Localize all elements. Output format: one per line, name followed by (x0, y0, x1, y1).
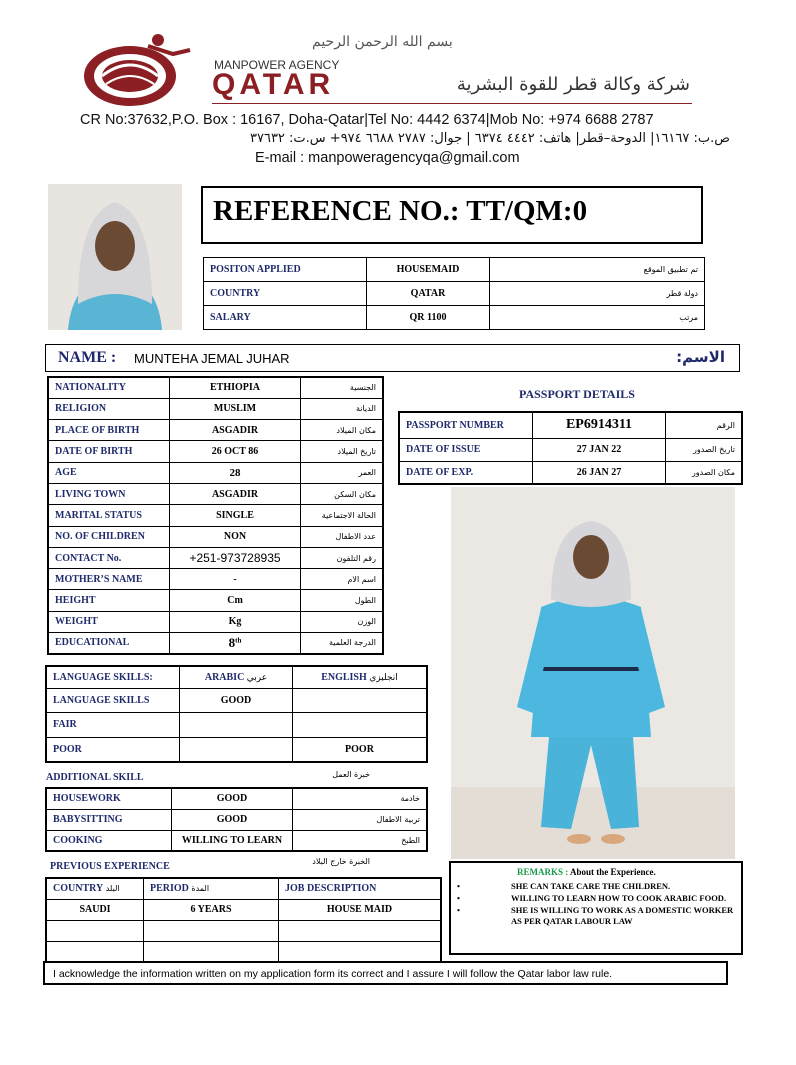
position-label: COUNTRY (204, 282, 367, 306)
passport-arabic: تاريخ الصدور (666, 438, 743, 461)
personal-label: WEIGHT (48, 611, 170, 632)
additional-label: BABYSITTING (46, 809, 172, 830)
position-label: SALARY (204, 306, 367, 330)
additional-table (45, 787, 428, 852)
additional-row (46, 830, 427, 851)
header (0, 0, 796, 180)
personal-row (48, 420, 383, 441)
personal-label: LIVING TOWN (48, 483, 170, 504)
agency-line: MANPOWER AGENCY (214, 58, 340, 72)
personal-arabic: مكان السكن (301, 483, 384, 504)
full-body-photo (451, 487, 735, 859)
position-arabic: مرتب (490, 306, 705, 330)
personal-value: +251-973728935 (170, 547, 301, 568)
position-label: POSITON APPLIED (204, 258, 367, 282)
passport-label: PASSPORT NUMBER (399, 412, 533, 438)
language-english-level: POOR (293, 737, 428, 762)
language-header-arabic: ARABIC عربي (180, 666, 293, 688)
personal-label: NO. OF CHILDREN (48, 526, 170, 547)
personal-value: MUSLIM (170, 398, 301, 419)
personal-label: MARITAL STATUS (48, 505, 170, 526)
personal-label: CONTACT No. (48, 547, 170, 568)
bullet-icon: • (457, 905, 460, 915)
position-row (204, 258, 705, 282)
acknowledge-text: I acknowledge the information written on my application form its correct and I assure I will follow the Qatar labor law rule. (53, 968, 613, 980)
remark-item (457, 881, 737, 892)
position-table (203, 257, 705, 330)
passport-arabic: مكان الصدور (666, 461, 743, 484)
language-table (45, 665, 428, 763)
personal-arabic: الجنسية (301, 377, 384, 398)
personal-value: NON (170, 526, 301, 547)
personal-row (48, 590, 383, 611)
personal-label: DATE OF BIRTH (48, 441, 170, 462)
passport-row (399, 412, 742, 438)
passport-arabic: الرقم (666, 412, 743, 438)
agency-name: QATAR (212, 68, 335, 101)
language-arabic-level: GOOD (180, 688, 293, 713)
personal-value: ASGADIR (170, 420, 301, 441)
position-value: HOUSEMAID (367, 258, 490, 282)
portrait-photo (48, 184, 182, 330)
additional-value: GOOD (172, 809, 293, 830)
language-row (46, 737, 427, 762)
personal-row (48, 611, 383, 632)
additional-arabic: خادمة (293, 788, 428, 809)
personal-value: ETHIOPIA (170, 377, 301, 398)
position-arabic: دولة قطر (490, 282, 705, 306)
language-label: POOR (46, 737, 180, 762)
experience-country (46, 941, 144, 962)
additional-title: ADDITIONAL SKILL (46, 772, 144, 783)
agency-logo (78, 32, 198, 110)
remark-text: SHE IS WILLING TO WORK AS A DOMESTIC WORKER AS PER QATAR LABOUR LAW (511, 905, 734, 926)
additional-value: GOOD (172, 788, 293, 809)
language-label: LANGUAGE SKILLS (46, 688, 180, 713)
personal-arabic: الوزن (301, 611, 384, 632)
personal-label: NATIONALITY (48, 377, 170, 398)
personal-row (48, 547, 383, 568)
experience-period: 6 YEARS (144, 899, 279, 920)
reference-box (201, 186, 703, 244)
address-en: CR No:37632,P.O. Box : 16167, Doha-Qatar|Tel No: 4442 6374|Mob No: +974 6688 2787 (80, 112, 654, 128)
passport-label: DATE OF ISSUE (399, 438, 533, 461)
personal-label: HEIGHT (48, 590, 170, 611)
personal-label: EDUCATIONAL (48, 633, 170, 654)
position-row (204, 282, 705, 306)
personal-row (48, 526, 383, 547)
personal-value: Kg (170, 611, 301, 632)
position-arabic: تم تطبيق الموقع (490, 258, 705, 282)
name-bar (45, 344, 740, 372)
personal-row (48, 377, 383, 398)
name-arabic: الاسم: (676, 348, 725, 366)
personal-arabic: الحالة الاجتماعية (301, 505, 384, 526)
name-label: NAME : (58, 349, 117, 366)
experience-job: HOUSE MAID (279, 899, 442, 920)
language-header-row (46, 666, 427, 688)
personal-value: 26 OCT 86 (170, 441, 301, 462)
remark-item (457, 905, 737, 927)
education-sup: th (235, 636, 242, 645)
personal-arabic: الطول (301, 590, 384, 611)
personal-arabic: العمر (301, 462, 384, 483)
personal-value: SINGLE (170, 505, 301, 526)
address-ar: ص.ب: ١٦١٦٧| الدوحة–قطر| هاتف: ٤٤٤٢ ٦٣٧٤ | جوال: ٢٧٨٧ ٦٦٨٨ ٩٧٤+ س.ت: ٣٧٦٣٢ (250, 131, 730, 146)
remark-item (457, 893, 737, 904)
experience-row (46, 920, 441, 941)
language-arabic-level (180, 737, 293, 762)
personal-row (48, 633, 383, 654)
acknowledge-box (43, 961, 728, 985)
personal-arabic: تاريخ الميلاد (301, 441, 384, 462)
language-label: FAIR (46, 713, 180, 738)
remarks-title: REMARKS : (517, 867, 569, 877)
remarks-subtitle: About the Experience. (570, 867, 656, 877)
personal-value (170, 633, 301, 654)
experience-row (46, 941, 441, 962)
personal-value: - (170, 569, 301, 590)
personal-label: MOTHER’S NAME (48, 569, 170, 590)
remarks-box (449, 861, 743, 955)
experience-job (279, 920, 442, 941)
experience-title-arabic: الخبرة خارج البلاد (312, 857, 370, 866)
passport-row (399, 461, 742, 484)
personal-row (48, 462, 383, 483)
personal-table (47, 376, 384, 655)
personal-arabic: اسم الام (301, 569, 384, 590)
remark-text: WILLING TO LEARN HOW TO COOK ARABIC FOOD. (511, 893, 727, 903)
passport-value: 27 JAN 22 (533, 438, 666, 461)
experience-period (144, 941, 279, 962)
personal-label: PLACE OF BIRTH (48, 420, 170, 441)
language-row (46, 688, 427, 713)
personal-value: ASGADIR (170, 483, 301, 504)
email: E-mail : manpoweragencyqa@gmail.com (255, 150, 520, 166)
remarks-heading (517, 867, 656, 877)
additional-value: WILLING TO LEARN (172, 830, 293, 851)
bullet-icon: • (457, 893, 460, 903)
additional-arabic: الطبخ (293, 830, 428, 851)
personal-arabic: الديانة (301, 398, 384, 419)
basmala: بسم الله الرحمن الرحيم (312, 34, 453, 50)
language-row (46, 713, 427, 738)
personal-label: RELIGION (48, 398, 170, 419)
experience-header-country: COUNTRY البلد (46, 878, 144, 899)
personal-arabic: رقم التلفون (301, 547, 384, 568)
experience-job (279, 941, 442, 962)
language-arabic-level (180, 713, 293, 738)
agency-arabic: شركة وكالة قطر للقوة البشرية (456, 74, 690, 95)
personal-arabic: مكان الميلاد (301, 420, 384, 441)
position-value: QR 1100 (367, 306, 490, 330)
remark-text: SHE CAN TAKE CARE THE CHILDREN. (511, 881, 671, 891)
bullet-icon: • (457, 881, 460, 891)
language-english-level (293, 688, 428, 713)
personal-row (48, 569, 383, 590)
language-english-level (293, 713, 428, 738)
language-header-label: LANGUAGE SKILLS: (46, 666, 180, 688)
personal-row (48, 505, 383, 526)
position-row (204, 306, 705, 330)
passport-label: DATE OF EXP. (399, 461, 533, 484)
personal-value: Cm (170, 590, 301, 611)
additional-title-arabic: خبرة العمل (332, 770, 370, 779)
personal-arabic: الدرجة العلمية (301, 633, 384, 654)
experience-country (46, 920, 144, 941)
personal-arabic: عدد الاطفال (301, 526, 384, 547)
position-value: QATAR (367, 282, 490, 306)
language-header-english: ENGLISH انجليزي (293, 666, 428, 688)
experience-period (144, 920, 279, 941)
experience-country: SAUDI (46, 899, 144, 920)
additional-row (46, 809, 427, 830)
experience-title: PREVIOUS EXPERIENCE (50, 861, 170, 872)
experience-header-period: PERIOD المدة (144, 878, 279, 899)
personal-label: AGE (48, 462, 170, 483)
name-value: MUNTEHA JEMAL JUHAR (134, 351, 290, 366)
passport-value: 26 JAN 27 (533, 461, 666, 484)
passport-row (399, 438, 742, 461)
reference-number: REFERENCE NO.: TT/QM:0 (213, 195, 588, 227)
passport-value: EP6914311 (533, 412, 666, 438)
passport-title: PASSPORT DETAILS (519, 387, 635, 401)
experience-row (46, 899, 441, 920)
personal-row (48, 483, 383, 504)
experience-table (45, 877, 442, 963)
education-value: 8 (228, 634, 236, 650)
additional-label: HOUSEWORK (46, 788, 172, 809)
passport-table (398, 411, 743, 485)
additional-label: COOKING (46, 830, 172, 851)
personal-row (48, 398, 383, 419)
personal-value: 28 (170, 462, 301, 483)
remarks-list (457, 881, 737, 928)
additional-row (46, 788, 427, 809)
header-rule (212, 103, 692, 104)
additional-arabic: تربية الاطفال (293, 809, 428, 830)
personal-row (48, 441, 383, 462)
experience-header-job: JOB DESCRIPTION (279, 878, 442, 899)
experience-header-row (46, 878, 441, 899)
